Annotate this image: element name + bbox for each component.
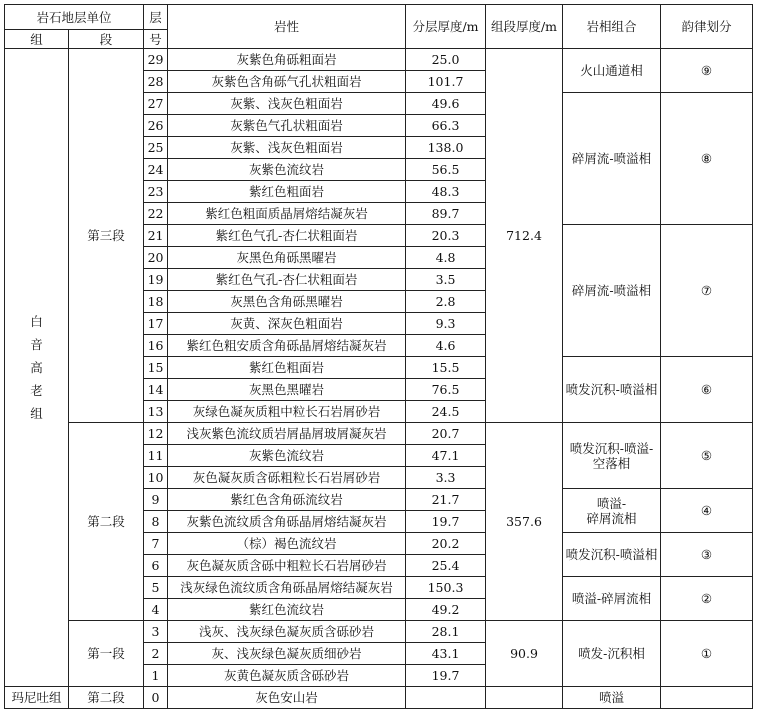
lithology-cell: 灰紫色含角砾气孔状粗面岩 — [168, 71, 406, 93]
layer-no: 19 — [144, 269, 168, 291]
facies-cell: 喷发沉积-喷溢相 — [563, 357, 661, 423]
layer-no: 22 — [144, 203, 168, 225]
header-layer-bottom: 号 — [144, 30, 168, 49]
section-1-name: 第一段 — [69, 621, 144, 687]
stratigraphy-table — [4, 4, 753, 709]
section-3-thickness: 712.4 — [486, 49, 563, 423]
facies-cell: 喷溢 — [563, 687, 661, 709]
lithology-cell: 灰色凝灰质含砾中粗粒长石岩屑砂岩 — [168, 555, 406, 577]
layer-no: 20 — [144, 247, 168, 269]
section-manitu-thickness — [486, 687, 563, 709]
layer-no: 12 — [144, 423, 168, 445]
layer-thickness-cell: 3.3 — [406, 467, 486, 489]
table-row — [5, 49, 753, 71]
facies-cell: 喷溢-碎屑流相 — [563, 577, 661, 621]
layer-no: 10 — [144, 467, 168, 489]
header-section-thickness: 组段厚度/m — [486, 5, 563, 49]
layer-no: 14 — [144, 379, 168, 401]
facies-cell — [563, 423, 661, 489]
lithology-cell: （棕）褐色流纹岩 — [168, 533, 406, 555]
lithology-cell: 浅灰、浅灰绿色凝灰质含砾砂岩 — [168, 621, 406, 643]
lithology-cell: 灰、浅灰绿色凝灰质细砂岩 — [168, 643, 406, 665]
layer-thickness-cell — [406, 687, 486, 709]
lithology-cell: 灰色凝灰质含砾粗粒长石岩屑砂岩 — [168, 467, 406, 489]
lithology-cell: 灰黑色含角砾黑曜岩 — [168, 291, 406, 313]
layer-thickness-cell: 89.7 — [406, 203, 486, 225]
layer-no: 25 — [144, 137, 168, 159]
table-row — [5, 687, 753, 709]
rhythm-cell — [661, 687, 753, 709]
lithology-cell: 灰绿色凝灰质粗中粒长石岩屑砂岩 — [168, 401, 406, 423]
layer-no: 4 — [144, 599, 168, 621]
layer-no: 29 — [144, 49, 168, 71]
facies-line: 喷溢- — [596, 495, 627, 511]
facies-line: 碎屑流相 — [586, 510, 637, 526]
group-baiyingaolao — [5, 49, 69, 687]
layer-thickness-cell: 150.3 — [406, 577, 486, 599]
layer-thickness-cell: 19.7 — [406, 511, 486, 533]
table-row — [5, 621, 753, 643]
rhythm-cell: ⑦ — [661, 225, 753, 357]
layer-no: 28 — [144, 71, 168, 93]
layer-thickness-cell: 20.2 — [406, 533, 486, 555]
layer-no: 5 — [144, 577, 168, 599]
layer-no: 3 — [144, 621, 168, 643]
header-section: 段 — [69, 30, 144, 49]
layer-thickness-cell: 28.1 — [406, 621, 486, 643]
layer-thickness-cell: 9.3 — [406, 313, 486, 335]
layer-thickness-cell: 15.5 — [406, 357, 486, 379]
section-manitu-2-name: 第二段 — [69, 687, 144, 709]
layer-no: 13 — [144, 401, 168, 423]
lithology-cell: 紫红色粗面岩 — [168, 357, 406, 379]
layer-no: 21 — [144, 225, 168, 247]
group-char: 高 — [30, 360, 43, 375]
layer-thickness-cell: 20.7 — [406, 423, 486, 445]
lithology-cell: 灰紫色流纹质含角砾晶屑熔结凝灰岩 — [168, 511, 406, 533]
layer-no: 6 — [144, 555, 168, 577]
lithology-cell: 灰色安山岩 — [168, 687, 406, 709]
lithology-cell: 灰黑色角砾黑曜岩 — [168, 247, 406, 269]
group-char: 音 — [30, 337, 43, 352]
layer-thickness-cell: 3.5 — [406, 269, 486, 291]
layer-thickness-cell: 43.1 — [406, 643, 486, 665]
layer-thickness-cell: 49.6 — [406, 93, 486, 115]
group-char: 组 — [30, 406, 43, 421]
facies-cell: 火山通道相 — [563, 49, 661, 93]
layer-thickness-cell: 25.0 — [406, 49, 486, 71]
layer-thickness-cell: 20.3 — [406, 225, 486, 247]
lithology-cell: 灰黄色凝灰质含砾砂岩 — [168, 665, 406, 687]
rhythm-cell: ⑤ — [661, 423, 753, 489]
lithology-cell: 灰紫色角砾粗面岩 — [168, 49, 406, 71]
lithology-cell: 紫红色粗面质晶屑熔结凝灰岩 — [168, 203, 406, 225]
facies-cell — [563, 489, 661, 533]
layer-no: 11 — [144, 445, 168, 467]
layer-thickness-cell: 25.4 — [406, 555, 486, 577]
layer-no: 17 — [144, 313, 168, 335]
facies-line: 喷发沉积-喷溢- — [569, 440, 654, 456]
layer-no: 1 — [144, 665, 168, 687]
header-group: 组 — [5, 30, 69, 49]
section-3-name: 第三段 — [69, 49, 144, 423]
layer-thickness-cell: 21.7 — [406, 489, 486, 511]
rhythm-cell: ⑥ — [661, 357, 753, 423]
layer-no: 9 — [144, 489, 168, 511]
layer-no: 27 — [144, 93, 168, 115]
layer-thickness-cell: 49.2 — [406, 599, 486, 621]
layer-no: 26 — [144, 115, 168, 137]
layer-no: 23 — [144, 181, 168, 203]
header-lithology: 岩性 — [168, 5, 406, 49]
layer-thickness-cell: 24.5 — [406, 401, 486, 423]
layer-thickness-cell: 56.5 — [406, 159, 486, 181]
table-row — [5, 423, 753, 445]
lithology-cell: 浅灰紫色流纹质岩屑晶屑玻屑凝灰岩 — [168, 423, 406, 445]
lithology-cell: 浅灰绿色流纹质含角砾晶屑熔结凝灰岩 — [168, 577, 406, 599]
lithology-cell: 紫红色气孔-杏仁状粗面岩 — [168, 225, 406, 247]
facies-cell: 喷发-沉积相 — [563, 621, 661, 687]
lithology-cell: 灰黑色黑曜岩 — [168, 379, 406, 401]
lithology-cell: 灰紫、浅灰色粗面岩 — [168, 93, 406, 115]
section-2-thickness: 357.6 — [486, 423, 563, 621]
rhythm-cell: ④ — [661, 489, 753, 533]
lithology-cell: 紫红色流纹岩 — [168, 599, 406, 621]
header-row-1 — [5, 5, 753, 30]
rhythm-cell: ① — [661, 621, 753, 687]
group-char: 老 — [30, 383, 43, 398]
layer-thickness-cell: 138.0 — [406, 137, 486, 159]
lithology-cell: 灰紫色流纹岩 — [168, 159, 406, 181]
layer-no: 7 — [144, 533, 168, 555]
header-rhythm: 韵律划分 — [661, 5, 753, 49]
lithology-cell: 紫红色气孔-杏仁状粗面岩 — [168, 269, 406, 291]
rhythm-cell: ③ — [661, 533, 753, 577]
layer-no: 18 — [144, 291, 168, 313]
facies-cell: 喷发沉积-喷溢相 — [563, 533, 661, 577]
group-manitu: 玛尼吐组 — [5, 687, 69, 709]
header-unit: 岩石地层单位 — [5, 5, 144, 30]
layer-thickness-cell: 76.5 — [406, 379, 486, 401]
layer-thickness-cell: 47.1 — [406, 445, 486, 467]
rhythm-cell: ② — [661, 577, 753, 621]
group-char: 白 — [30, 314, 43, 329]
section-2-name: 第二段 — [69, 423, 144, 621]
facies-cell: 碎屑流-喷溢相 — [563, 225, 661, 357]
lithology-cell: 紫红色粗安质含角砾晶屑熔结凝灰岩 — [168, 335, 406, 357]
layer-thickness-cell: 66.3 — [406, 115, 486, 137]
stratigraphy-table-container — [4, 4, 752, 709]
layer-thickness-cell: 4.8 — [406, 247, 486, 269]
layer-no: 8 — [144, 511, 168, 533]
header-layer-top: 层 — [144, 5, 168, 30]
rhythm-cell: ⑨ — [661, 49, 753, 93]
layer-thickness-cell: 4.6 — [406, 335, 486, 357]
layer-no: 16 — [144, 335, 168, 357]
layer-thickness-cell: 101.7 — [406, 71, 486, 93]
rhythm-cell: ⑧ — [661, 93, 753, 225]
lithology-cell: 紫红色含角砾流纹岩 — [168, 489, 406, 511]
lithology-cell: 灰紫色气孔状粗面岩 — [168, 115, 406, 137]
lithology-cell: 紫红色粗面岩 — [168, 181, 406, 203]
layer-no: 0 — [144, 687, 168, 709]
layer-no: 15 — [144, 357, 168, 379]
layer-no: 24 — [144, 159, 168, 181]
layer-thickness-cell: 2.8 — [406, 291, 486, 313]
header-facies: 岩相组合 — [563, 5, 661, 49]
header-layer-thickness: 分层厚度/m — [406, 5, 486, 49]
layer-thickness-cell: 48.3 — [406, 181, 486, 203]
lithology-cell: 灰紫色流纹岩 — [168, 445, 406, 467]
layer-no: 2 — [144, 643, 168, 665]
facies-cell: 碎屑流-喷溢相 — [563, 93, 661, 225]
section-1-thickness: 90.9 — [486, 621, 563, 687]
lithology-cell: 灰黄、深灰色粗面岩 — [168, 313, 406, 335]
layer-thickness-cell: 19.7 — [406, 665, 486, 687]
lithology-cell: 灰紫、浅灰色粗面岩 — [168, 137, 406, 159]
facies-line: 空落相 — [592, 455, 631, 471]
